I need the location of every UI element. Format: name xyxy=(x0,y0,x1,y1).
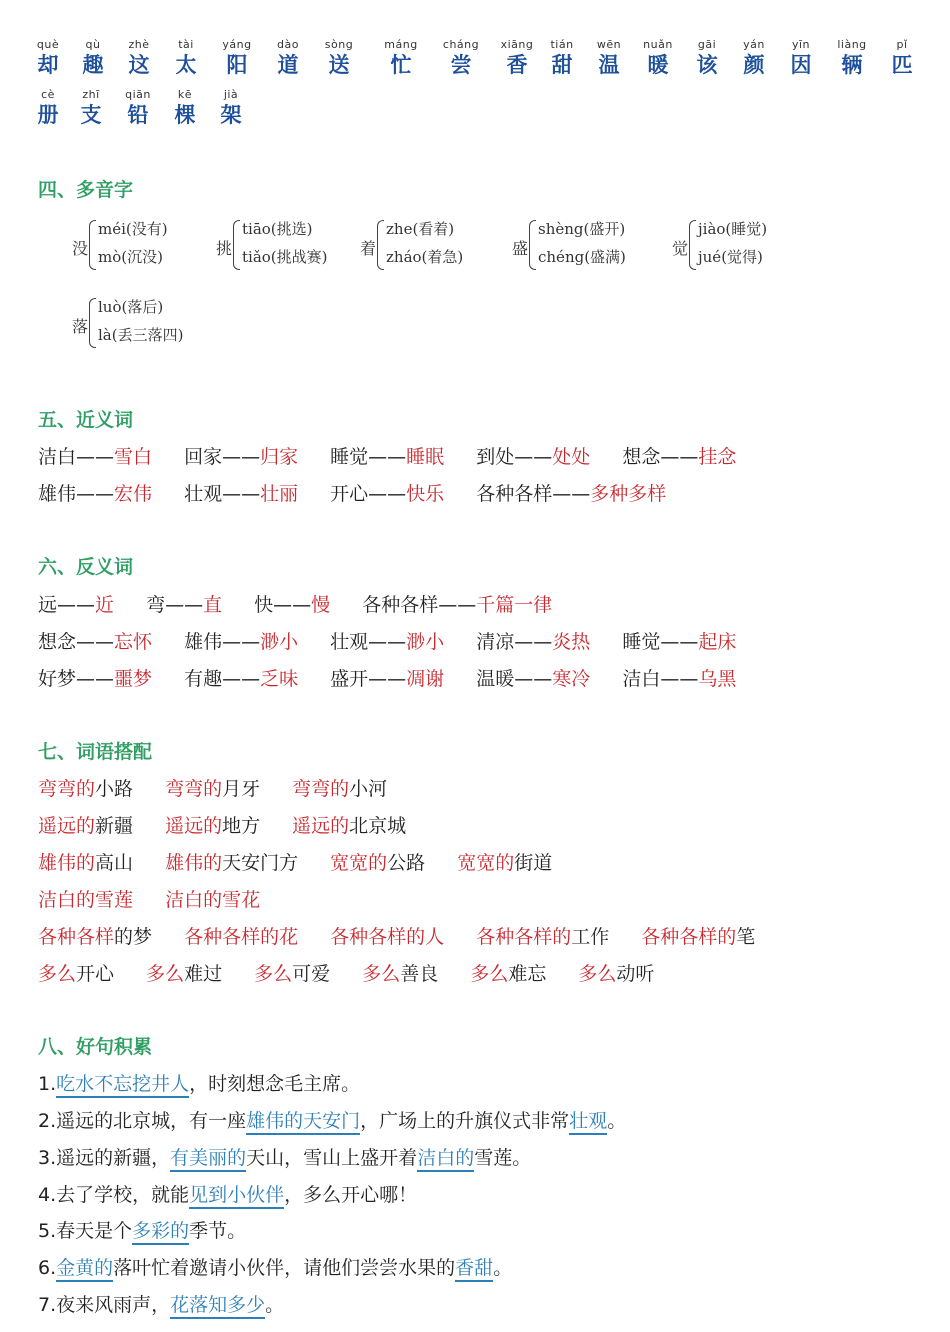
sentence-6: 6.金黄的落叶忙着邀请小伙伴，请他们尝尝水果的香甜。 xyxy=(38,1253,512,1280)
collocation: 弯弯的小河 xyxy=(292,778,388,800)
hanzi: 道 xyxy=(277,53,299,77)
brace xyxy=(689,220,696,270)
pinyin: nuǎn xyxy=(643,38,673,51)
reading-2: là(丢三落四) xyxy=(98,326,184,344)
hanzi: 暖 xyxy=(647,53,669,77)
synonym: 挂念 xyxy=(698,446,737,468)
collocation: 多么难忘 xyxy=(470,963,547,985)
word: 壮观—— xyxy=(184,483,261,505)
reading-1: luò(落后) xyxy=(98,298,164,316)
hanzi: 香 xyxy=(506,53,528,77)
polyphone-char: 没 xyxy=(72,239,89,258)
pinyin: qù xyxy=(85,38,101,51)
word-pair xyxy=(38,627,152,654)
pinyin: máng xyxy=(384,38,418,51)
synonym: 雪白 xyxy=(114,446,153,468)
reading-2: jué(觉得) xyxy=(698,248,763,266)
word: 有趣—— xyxy=(184,668,261,690)
pinyin: pǐ xyxy=(896,38,908,51)
synonym-row xyxy=(38,442,736,469)
char-cell xyxy=(497,38,537,78)
word-pair xyxy=(38,442,152,469)
antonym: 乏味 xyxy=(260,668,299,690)
char-cell xyxy=(441,38,481,78)
pinyin: sòng xyxy=(324,38,354,51)
reading-1: méi(没有) xyxy=(98,220,168,238)
pinyin: dào xyxy=(277,38,299,51)
word-pair xyxy=(330,664,444,691)
pinyin: zhī xyxy=(82,88,100,101)
collocation-row xyxy=(38,774,413,801)
word: 洁白—— xyxy=(38,446,115,468)
collocation: 各种各样的笔 xyxy=(641,926,756,948)
word-pair xyxy=(622,627,736,654)
collocation: 各种各样的花 xyxy=(184,926,299,948)
hanzi: 支 xyxy=(80,103,102,127)
collocation-row xyxy=(38,811,432,838)
polyphone-entry xyxy=(72,298,232,358)
word: 洁白—— xyxy=(622,668,699,690)
antonym: 噩梦 xyxy=(114,668,153,690)
polyphone-char: 落 xyxy=(72,317,89,336)
collocation: 遥远的新疆 xyxy=(38,815,134,837)
char-cell xyxy=(71,88,111,128)
collocation: 多么动听 xyxy=(578,963,655,985)
pinyin: xiāng xyxy=(500,38,534,51)
collocation: 各种各样的人 xyxy=(330,926,445,948)
synonym: 多种多样 xyxy=(590,483,667,505)
reading-2: zháo(着急) xyxy=(386,248,464,266)
antonym: 炎热 xyxy=(552,631,591,653)
reading-2: chéng(盛满) xyxy=(538,248,626,266)
char-cell xyxy=(166,38,206,78)
reading-1: tiāo(挑选) xyxy=(242,220,313,238)
word: 温暖—— xyxy=(476,668,553,690)
pinyin: jià xyxy=(223,88,239,101)
synonym: 壮丽 xyxy=(260,483,299,505)
hanzi: 太 xyxy=(175,53,197,77)
word-pair xyxy=(38,664,152,691)
word-pair xyxy=(476,664,590,691)
word: 想念—— xyxy=(38,631,115,653)
brace xyxy=(377,220,384,270)
synonym: 处处 xyxy=(552,446,591,468)
pinyin: tài xyxy=(178,38,194,51)
char-cell xyxy=(381,38,421,78)
word: 壮观—— xyxy=(330,631,407,653)
brace xyxy=(89,220,96,270)
reading-1: jiào(睡觉) xyxy=(698,220,768,238)
pinyin: qiān xyxy=(125,88,151,101)
char-cell xyxy=(319,38,359,78)
char-cell xyxy=(217,38,257,78)
hanzi: 温 xyxy=(598,53,620,77)
word-pair xyxy=(330,479,444,506)
char-cell xyxy=(119,38,159,78)
collocation: 洁白的雪花 xyxy=(165,889,261,911)
word: 快—— xyxy=(254,594,312,616)
antonym: 慢 xyxy=(311,594,331,616)
word-pair xyxy=(146,590,222,617)
antonym: 直 xyxy=(203,594,223,616)
word: 开心—— xyxy=(330,483,407,505)
collocation: 宽宽的街道 xyxy=(457,852,553,874)
antonym: 凋谢 xyxy=(406,668,445,690)
char-cell xyxy=(73,38,113,78)
word-pair xyxy=(184,479,298,506)
collocation: 遥远的北京城 xyxy=(292,815,407,837)
word: 远—— xyxy=(38,594,96,616)
word: 想念—— xyxy=(622,446,699,468)
hanzi: 忙 xyxy=(390,53,412,77)
section-title-antonyms: 六、反义词 xyxy=(38,556,134,578)
reading-2: mò(沉没) xyxy=(98,248,163,266)
reading-2: tiǎo(挑战赛) xyxy=(242,248,328,266)
synonym: 宏伟 xyxy=(114,483,153,505)
collocation: 雄伟的高山 xyxy=(38,852,134,874)
collocation-row xyxy=(38,922,781,949)
word: 各种各样—— xyxy=(476,483,591,505)
word-pair xyxy=(362,590,552,617)
antonym-row xyxy=(38,590,552,617)
section-title-sentences: 八、好句积累 xyxy=(38,1036,153,1058)
polyphone-entry xyxy=(216,220,356,280)
brace xyxy=(529,220,536,270)
word: 到处—— xyxy=(476,446,553,468)
pinyin: zhè xyxy=(128,38,150,51)
section-title-synonyms: 五、近义词 xyxy=(38,409,134,431)
pinyin: liàng xyxy=(837,38,867,51)
char-cell xyxy=(734,38,774,78)
hanzi: 这 xyxy=(128,53,150,77)
antonym-row xyxy=(38,627,736,654)
word-pair xyxy=(38,479,152,506)
antonym: 千篇一律 xyxy=(476,594,553,616)
polyphone-entry xyxy=(72,220,212,280)
collocation: 遥远的地方 xyxy=(165,815,261,837)
polyphone-entry xyxy=(672,220,812,280)
char-cell xyxy=(832,38,872,78)
hanzi: 阳 xyxy=(226,53,248,77)
synonym: 快乐 xyxy=(406,483,445,505)
collocation: 多么难过 xyxy=(146,963,223,985)
polyphone-char: 觉 xyxy=(672,239,689,258)
word-pair xyxy=(476,442,590,469)
collocation: 各种各样的梦 xyxy=(38,926,153,948)
antonym: 寒冷 xyxy=(552,668,591,690)
brace xyxy=(233,220,240,270)
collocation-row xyxy=(38,959,680,986)
word: 清凉—— xyxy=(476,631,553,653)
polyphone-entry xyxy=(360,220,500,280)
collocation-row xyxy=(38,848,578,875)
pinyin: gāi xyxy=(697,38,717,51)
word: 睡觉—— xyxy=(622,631,699,653)
pinyin: cháng xyxy=(442,38,480,51)
word-pair xyxy=(184,627,298,654)
char-cell xyxy=(268,38,308,78)
word-pair xyxy=(476,627,590,654)
sentence-2: 2.遥远的北京城，有一座雄伟的天安门，广场上的升旗仪式非常壮观。 xyxy=(38,1106,626,1133)
word-pair xyxy=(184,664,298,691)
pinyin: yīn xyxy=(791,38,811,51)
hanzi: 册 xyxy=(37,103,59,127)
word: 雄伟—— xyxy=(184,631,261,653)
collocation-row xyxy=(38,885,286,912)
word-pair xyxy=(254,590,330,617)
reading-1: zhe(看着) xyxy=(386,220,455,238)
sentence-1: 1.吃水不忘挖井人，时刻想念毛主席。 xyxy=(38,1069,360,1096)
word: 雄伟—— xyxy=(38,483,115,505)
sentence-3: 3.遥远的新疆，有美丽的天山，雪山上盛开着洁白的雪莲。 xyxy=(38,1143,531,1170)
hanzi: 颜 xyxy=(743,53,765,77)
collocation: 多么开心 xyxy=(38,963,115,985)
sentence-5: 5.春天是个多彩的季节。 xyxy=(38,1216,246,1243)
collocation: 雄伟的天安门方 xyxy=(165,852,299,874)
char-cell xyxy=(781,38,821,78)
antonym: 渺小 xyxy=(260,631,299,653)
word: 回家—— xyxy=(184,446,261,468)
antonym: 乌黑 xyxy=(698,668,737,690)
polyphone-char: 挑 xyxy=(216,239,233,258)
antonym-row xyxy=(38,664,736,691)
collocation: 弯弯的小路 xyxy=(38,778,134,800)
pinyin: yáng xyxy=(222,38,252,51)
char-cell xyxy=(211,88,251,128)
char-cell xyxy=(882,38,922,78)
char-cell xyxy=(28,88,68,128)
hanzi: 因 xyxy=(790,53,812,77)
collocation: 多么可爱 xyxy=(254,963,331,985)
char-cell xyxy=(687,38,727,78)
collocation: 各种各样的工作 xyxy=(476,926,610,948)
word: 各种各样—— xyxy=(362,594,477,616)
word-pair xyxy=(330,627,444,654)
pinyin: cè xyxy=(41,88,55,101)
pinyin: kē xyxy=(177,88,193,101)
hanzi: 甜 xyxy=(551,53,573,77)
word-pair xyxy=(184,442,298,469)
section-title-collocations: 七、词语搭配 xyxy=(38,741,153,763)
antonym: 起床 xyxy=(698,631,737,653)
synonym-row xyxy=(38,479,666,506)
word: 盛开—— xyxy=(330,668,407,690)
word: 弯—— xyxy=(146,594,204,616)
pinyin: tián xyxy=(550,38,574,51)
hanzi: 尝 xyxy=(450,53,472,77)
polyphone-entry xyxy=(512,220,662,280)
hanzi: 辆 xyxy=(841,53,863,77)
collocation: 洁白的雪莲 xyxy=(38,889,134,911)
word: 好梦—— xyxy=(38,668,115,690)
hanzi: 该 xyxy=(696,53,718,77)
hanzi: 架 xyxy=(220,103,242,127)
collocation: 弯弯的月牙 xyxy=(165,778,261,800)
char-cell xyxy=(118,88,158,128)
pinyin: què xyxy=(36,38,60,51)
antonym: 近 xyxy=(95,594,115,616)
hanzi: 匹 xyxy=(891,53,913,77)
antonym: 渺小 xyxy=(406,631,445,653)
synonym: 归家 xyxy=(260,446,299,468)
hanzi: 铅 xyxy=(127,103,149,127)
polyphone-char: 盛 xyxy=(512,239,529,258)
char-cell xyxy=(28,38,68,78)
hanzi: 送 xyxy=(328,53,350,77)
sentence-7: 7.夜来风雨声，花落知多少。 xyxy=(38,1290,284,1317)
pinyin: wēn xyxy=(596,38,622,51)
word-pair xyxy=(476,479,666,506)
collocation: 宽宽的公路 xyxy=(330,852,426,874)
brace xyxy=(89,298,96,348)
pinyin: yán xyxy=(743,38,765,51)
word-pair xyxy=(38,590,114,617)
antonym: 忘怀 xyxy=(114,631,153,653)
char-cell xyxy=(638,38,678,78)
reading-1: shèng(盛开) xyxy=(538,220,626,238)
sentence-4: 4.去了学校，就能见到小伙伴，多么开心哪！ xyxy=(38,1180,417,1207)
word-pair xyxy=(622,664,736,691)
synonym: 睡眠 xyxy=(406,446,445,468)
word-pair xyxy=(330,442,444,469)
hanzi: 趣 xyxy=(82,53,104,77)
char-cell xyxy=(589,38,629,78)
hanzi: 却 xyxy=(37,53,59,77)
hanzi: 棵 xyxy=(174,103,196,127)
section-title-polyphones: 四、多音字 xyxy=(38,179,134,201)
collocation: 多么善良 xyxy=(362,963,439,985)
polyphone-char: 着 xyxy=(360,239,377,258)
word-pair xyxy=(622,442,736,469)
char-cell xyxy=(165,88,205,128)
word: 睡觉—— xyxy=(330,446,407,468)
char-cell xyxy=(542,38,582,78)
